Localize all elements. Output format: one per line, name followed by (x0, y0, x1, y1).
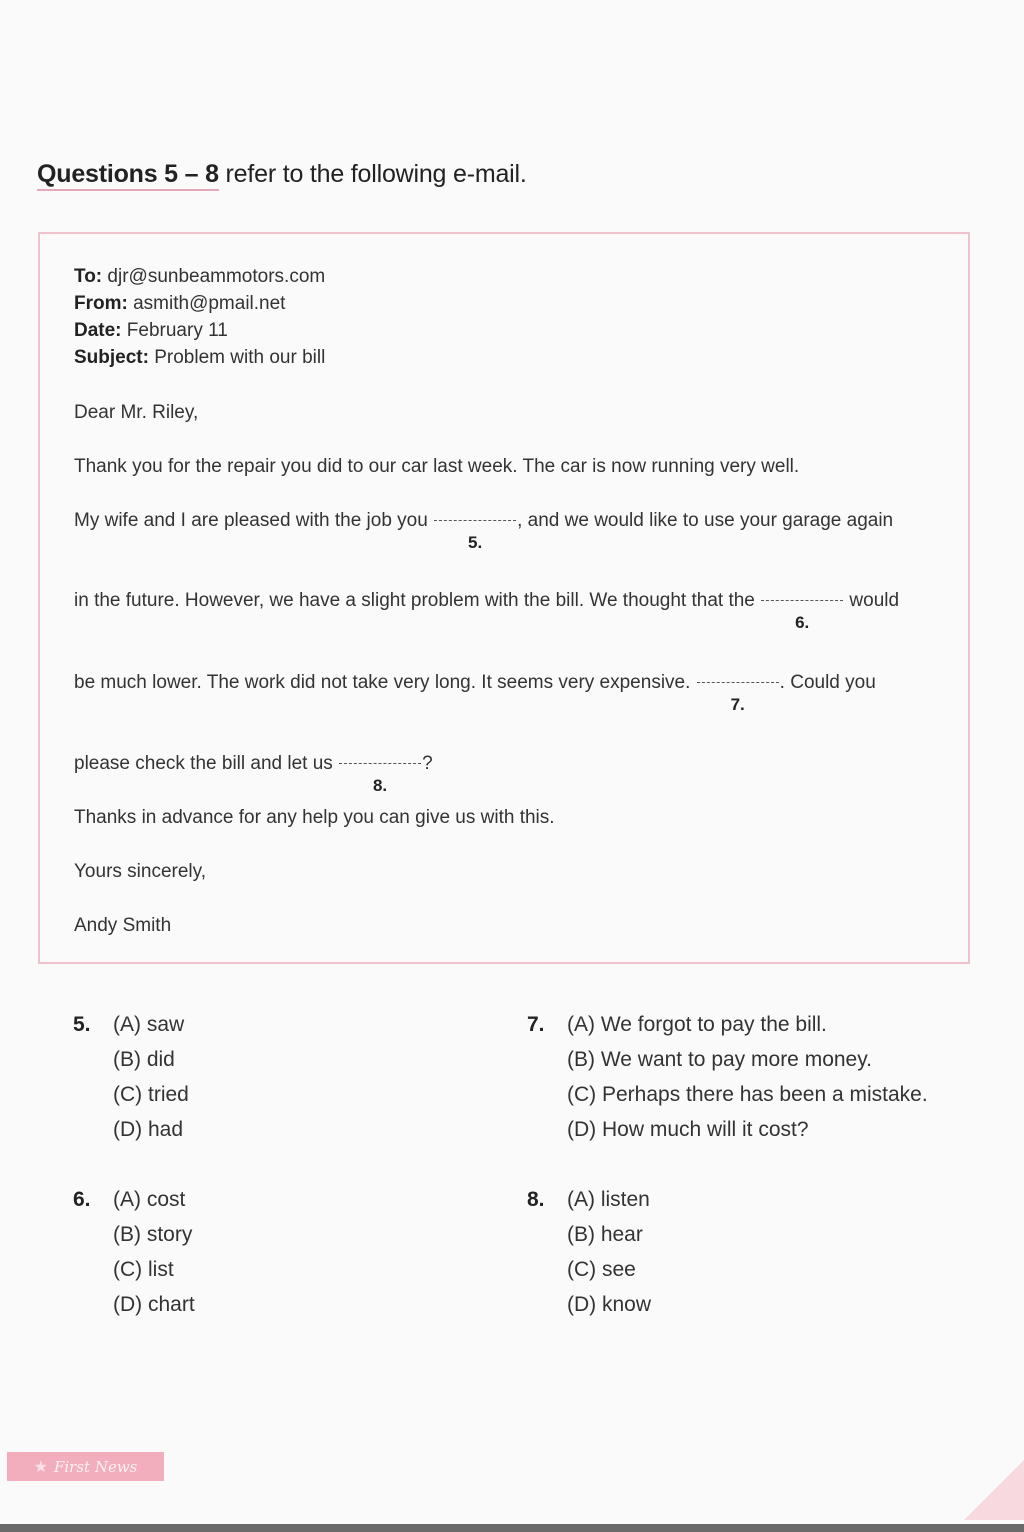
email-closing: Yours sincerely, (74, 861, 207, 882)
option-8a[interactable]: (A) listen (567, 1188, 650, 1211)
heading-rest: refer to the following e-mail. (218, 160, 527, 188)
option-7b[interactable]: (B) We want to pay more money. (567, 1048, 873, 1071)
option-6a[interactable]: (A) cost (113, 1188, 186, 1211)
page-corner-decoration (964, 1460, 1024, 1520)
option-6d[interactable]: (D) chart (113, 1293, 195, 1316)
email-line-1: Thank you for the repair you did to our car last week. The car is now running very well. (74, 456, 800, 477)
option-5c[interactable]: (C) tried (113, 1083, 189, 1106)
option-5a[interactable]: (A) saw (113, 1013, 185, 1036)
email-to-value: djr@sunbeammotors.com (102, 266, 326, 287)
blank-7: 7. (697, 681, 779, 683)
email-date: Date: February 11 (74, 320, 228, 341)
email-box (38, 232, 970, 964)
option-5b[interactable]: (B) did (113, 1048, 175, 1071)
option-5d[interactable]: (D) had (113, 1118, 184, 1141)
option-7d[interactable]: (D) How much will it cost? (567, 1118, 809, 1141)
option-6b[interactable]: (B) story (113, 1223, 193, 1246)
blank-8: 8. (339, 762, 421, 764)
question-range: Questions 5 – 8 (37, 160, 219, 191)
email-line-5: please check the bill and let us 8. ? (74, 753, 433, 795)
email-subject: Subject: Problem with our bill (74, 347, 326, 368)
option-7a[interactable]: (A) We forgot to pay the bill. (567, 1013, 827, 1036)
email-signature: Andy Smith (74, 915, 172, 936)
email-line-4: be much lower. The work did not take very long. It seems very expensive. 7. . Could you (74, 672, 876, 714)
option-6c[interactable]: (C) list (113, 1258, 174, 1281)
worksheet-page: Questions 5 – 8 refer to the following e-mail. To: djr@sunbeammotors.com From: asmith@pmail.net Date: February 11 Subject: Problem with our bill Dear Mr. Riley, Thank you for the repair you did to our car last week. The car is now running very well. My wife and I are pleased with the job you 5. , and we would like to use your garage again in the future. However, we have a slight problem with the bill. We thought that the 6. would be much lower. The work did not take very long. It seems very expensive. 7. . Could you please check the bill and let us 8. ? Thanks in advance for any help you can give us with this. Yours sincerely, Andy Smith 5. (A) saw (B) did (C) tried (D) had 6. (A) cost (B) story (C) list (D) chart 7. (A) We forgot to pay the bill. (B) We want to pay more money. (C) Perhaps there has been a mistake. (D) How much will it cost? 8. (A) listen (B) hear (C) see (D) know ★ First News (0, 0, 1024, 1532)
email-line-2: My wife and I are pleased with the job you 5. , and we would like to use your garage again (74, 510, 894, 552)
option-7c[interactable]: (C) Perhaps there has been a mistake. (567, 1083, 928, 1106)
email-line-3: in the future. However, we have a slight problem with the bill. We thought that the 6. would (74, 590, 900, 632)
option-8c[interactable]: (C) see (567, 1258, 636, 1281)
blank-6: 6. (761, 599, 843, 601)
bottom-edge (0, 1524, 1024, 1532)
footer-logo (7, 1452, 164, 1481)
email-subject-value: Problem with our bill (148, 347, 326, 368)
option-8b[interactable]: (B) hear (567, 1223, 643, 1246)
email-thanks: Thanks in advance for any help you can give us with this. (74, 807, 555, 828)
blank-5: 5. (434, 519, 516, 521)
email-date-value: February 11 (121, 320, 228, 341)
email-to: To: djr@sunbeammotors.com (74, 266, 326, 287)
email-greeting: Dear Mr. Riley, (74, 402, 199, 423)
email-from-value: asmith@pmail.net (127, 293, 286, 314)
star-icon: ★ (33, 1458, 48, 1476)
section-heading (37, 160, 527, 189)
email-from: From: asmith@pmail.net (74, 293, 286, 314)
option-8d[interactable]: (D) know (567, 1293, 652, 1316)
footer-brand: First News (53, 1457, 138, 1476)
